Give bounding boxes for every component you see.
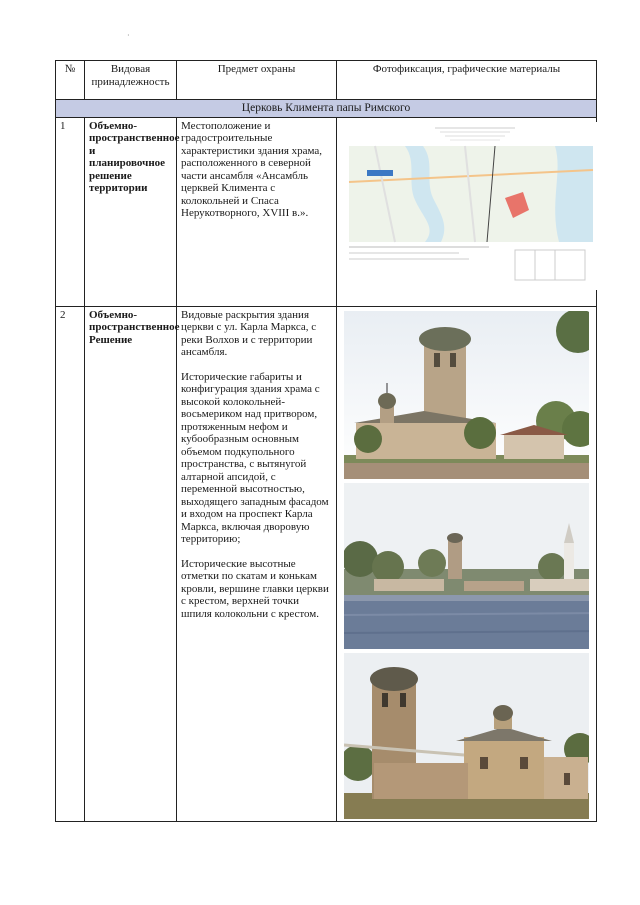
row-photos (337, 306, 597, 821)
row-number: 1 (56, 117, 85, 306)
header-type: Видовая принадлежность (85, 61, 177, 100)
church-photo-river-icon (344, 483, 589, 649)
row-graphics (337, 117, 597, 306)
section-row (56, 100, 597, 118)
table-row (56, 306, 597, 821)
protection-table (55, 60, 597, 822)
church-photo-yard (344, 653, 589, 819)
section-title: Церковь Климента папы Римского (56, 100, 597, 118)
page-mark: · (127, 31, 130, 40)
row-subject (177, 306, 337, 821)
subject-paragraph: Исторические высотные отметки по скатам и конькам кровли, вершине главки церкви с крестом, верхней точки шпиля колокольни с крестом. (181, 557, 329, 620)
table-row (56, 117, 597, 306)
row-type: Объемно-пространственное и планировочное решение территории (85, 117, 177, 306)
church-photo-street (344, 311, 589, 479)
header-subject: Предмет охраны (177, 61, 337, 100)
church-photo-yard-icon (344, 653, 589, 819)
site-map-image (345, 122, 588, 290)
church-photo-river (344, 483, 589, 649)
map-graphic-icon (345, 122, 597, 290)
subject-paragraph: Видовые раскрытия здания церкви с ул. Карла Маркса, с реки Волхов и с территории ансамбля. (181, 308, 317, 358)
subject-paragraph: Местоположение и градостроительные характеристики здания храма, расположенного в северной части ансамбля «Ансамбль церквей Климента с колокольней и Спаса Нерукотворного, XVIII в.». (181, 119, 323, 219)
row-number: 2 (56, 306, 85, 821)
header-photos: Фотофиксация, графические материалы (337, 61, 597, 100)
subject-paragraph: Исторические габариты и конфигурация здания храма с высокой колокольней-восьмериком над притвором, протяженным нефом и кубообразным основным объемом подкупольного пространства, с вытянугой алтарной апсидой, с переменной высотностью, выходящего западным фасадом и входом на проспект Карла Маркса, включая дворовую территорию; (181, 370, 329, 545)
header-number: № (56, 61, 85, 100)
row-type: Объемно-пространственное Решение (85, 306, 177, 821)
row-subject (177, 117, 337, 306)
church-photo-street-icon (344, 311, 589, 479)
table-header-row (56, 61, 597, 100)
